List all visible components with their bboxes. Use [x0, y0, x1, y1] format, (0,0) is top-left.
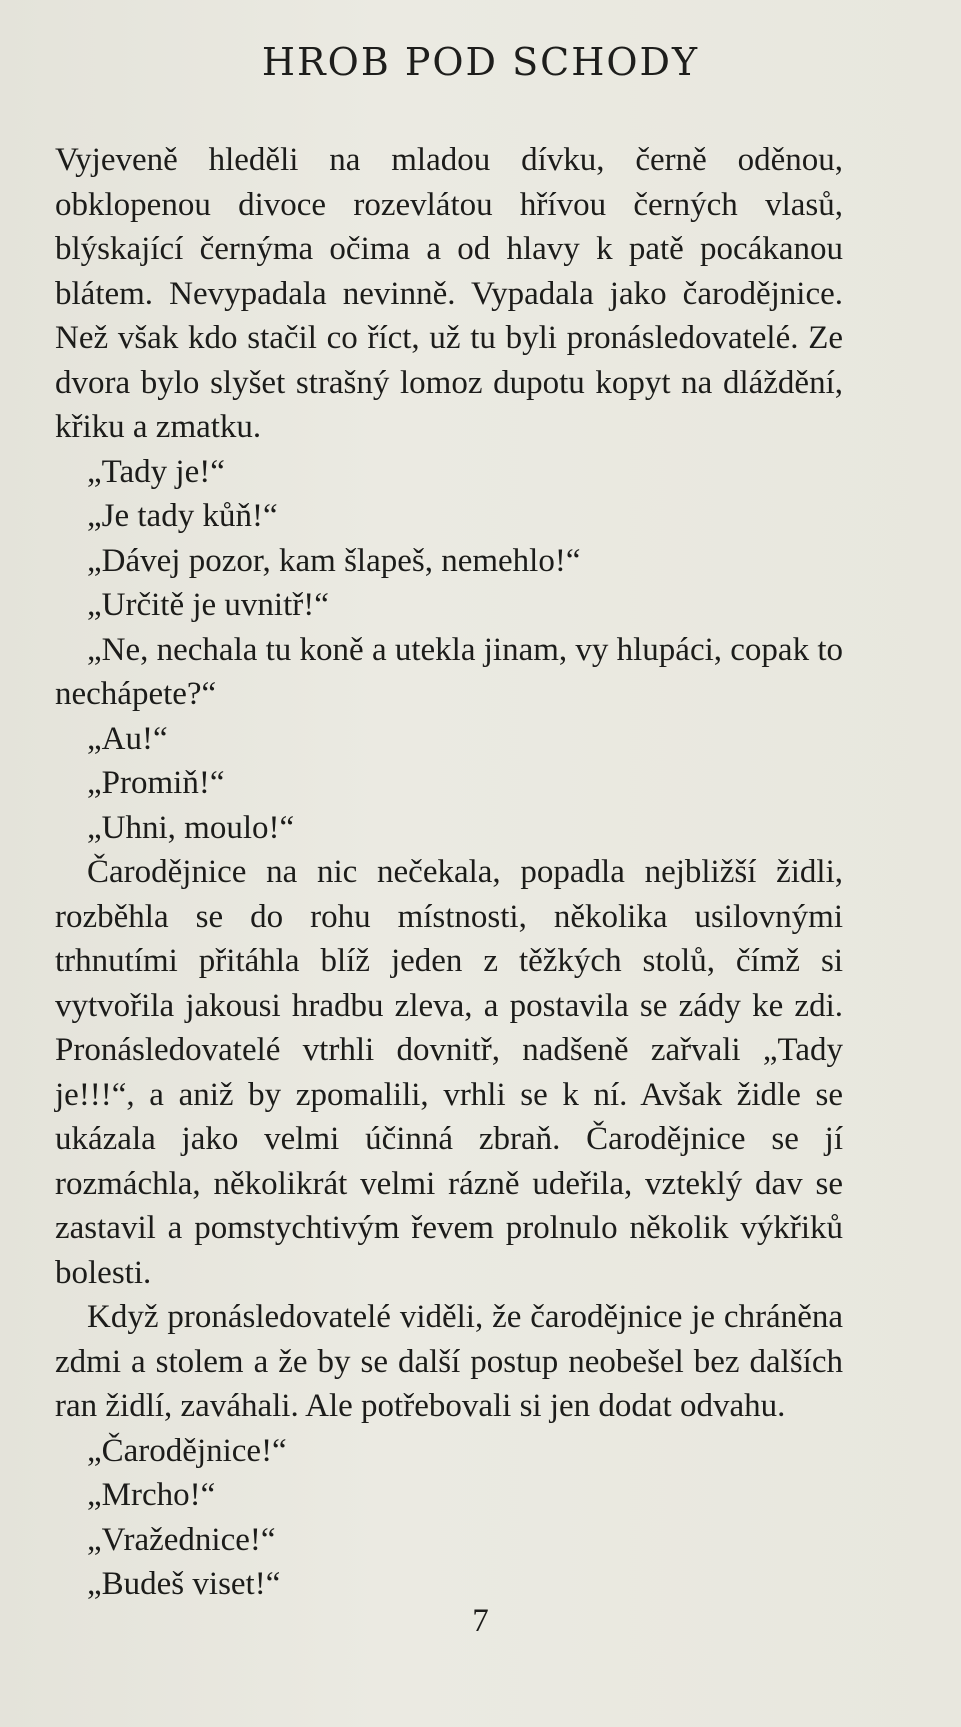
dialogue-line: „Dávej pozor, kam šlapeš, nemehlo!“ — [87, 542, 581, 579]
dialogue-line: „Au!“ — [87, 720, 168, 757]
page-number: 7 — [472, 1603, 489, 1639]
dialogue-line: „Promiň!“ — [87, 765, 225, 801]
dialogue-line: „Vražednice!“ — [87, 1521, 276, 1558]
running-header: HROB POD SCHODY — [261, 40, 700, 84]
dialogue-line: „Je tady kůň!“ — [87, 498, 278, 534]
text-body — [55, 138, 843, 1607]
dialogue-line: „Čarodějnice!“ — [87, 1432, 287, 1469]
dialogue-line: „Určitě je uvnitř!“ — [87, 587, 329, 623]
paragraph: Čarodějnice na nic nečekala, popadla nejbližší židli, rozběhla se do rohu místnosti, několika usilovnými trhnutími přitáhla blíž jeden z těžkých stolů, čímž si vytvořila jakousi hradbu zleva, a postavila se zády ke zdi. Pronásledovatelé vtrhli dovnitř, nadšeně zařvali „Tady je!!!“, a aniž by zpomalili, vrhli se k ní. Avšak židle se ukázala jako velmi účinná zbraň. Čarodějnice se jí rozmáchla, několikrát velmi rázně udeřila, vzteklý dav se zastavil a pomstychtivým řevem prolnulo několik výkřiků bolesti. — [55, 854, 843, 1291]
paragraph: Když pronásledovatelé viděli, že čarodějnice je chráněna zdmi a stolem a že by se další postup neobešel bez dalších ran židlí, zaváhali. Ale potřebovali si jen dodat odvahu. — [55, 1299, 843, 1424]
dialogue-line: „Ne, nechala tu koně a utekla jinam, vy hlupáci, copak to nechápete?“ — [55, 631, 843, 712]
dialogue-line: „Budeš viset!“ — [87, 1566, 281, 1602]
dialogue-line: „Mrcho!“ — [87, 1477, 216, 1513]
dialogue-line: „Tady je!“ — [87, 453, 225, 490]
paragraph: Vyjeveně hleděli na mladou dívku, černě oděnou, obklopenou divoce rozevlátou hřívou černých vlasů, blýskající černýma očima a od hlavy k patě pocákanou blátem. Nevypadala nevinně. Vypadala jako čarodějnice. Než však kdo stačil co říct, už tu byli pronásledovatelé. Ze dvora bylo slyšet strašný lomoz dupotu kopyt na dláždění, křiku a zmatku. — [55, 142, 843, 445]
dialogue-line: „Uhni, moulo!“ — [87, 809, 295, 846]
